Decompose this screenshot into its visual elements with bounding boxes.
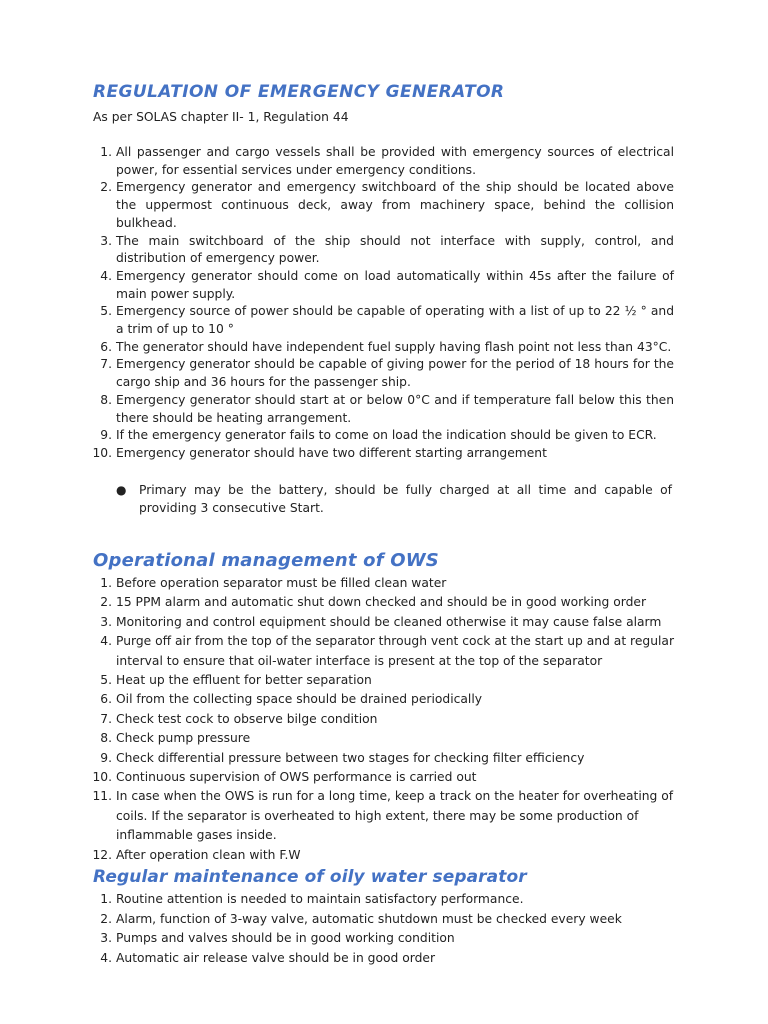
list-item-text: Purge off air from the top of the separator through vent cock at the start up and at regular interval to ensure that oil-water interface is present at the top of the separator — [116, 634, 675, 668]
list-item-text: The main switchboard of the ship should not interface with supply, control, and distribution of emergency power. — [116, 233, 674, 266]
list-item-text: Alarm, function of 3-way valve, automatic shutdown must be checked every week — [116, 911, 622, 926]
list-item — [100, 233, 674, 268]
section-title-emergency-generator: REGULATION OF EMERGENCY GENERATOR — [93, 82, 505, 102]
list-item — [92, 445, 674, 463]
list-item-text: Oil from the collecting space should be drained periodically — [116, 692, 483, 707]
list-item-text: Emergency generator should have two different starting arrangement — [116, 445, 547, 460]
list-item — [100, 268, 674, 303]
list-item — [100, 949, 676, 969]
list-item-number: 3. — [100, 233, 112, 248]
list-item — [100, 890, 676, 910]
list-item-number: 1. — [100, 576, 112, 590]
list-item-number: 10. — [92, 770, 112, 785]
list-item-number: 2. — [100, 911, 112, 926]
list-item — [100, 690, 676, 709]
list-item — [100, 729, 676, 748]
list-item — [100, 392, 674, 427]
list-item-number: 9. — [100, 750, 112, 765]
list-item-text: Heat up the effluent for better separation — [116, 673, 372, 688]
list-item — [100, 593, 676, 612]
list-item-number: 4. — [100, 268, 112, 283]
list-item-text: Continuous supervision of OWS performance is carried out — [116, 770, 477, 785]
list-item-text: Routine attention is needed to maintain satisfactory performance. — [116, 892, 524, 906]
list-item — [100, 671, 676, 690]
list-item-number: 4. — [100, 950, 112, 965]
list-item — [100, 179, 674, 232]
list-item-number: 2. — [100, 180, 112, 195]
list-item-text: Emergency generator should come on load automatically within 45s after the failure of main power supply. — [116, 268, 674, 301]
list-item-number: 8. — [100, 392, 112, 407]
list-item-number: 6. — [100, 692, 112, 707]
list-item-number: 5. — [100, 673, 112, 688]
ows-maintenance-list — [100, 890, 676, 968]
list-item-text: Emergency generator and emergency switchboard of the ship should be located above the uppermost continuous deck, away from machinery space, behind the collision bulkhead. — [116, 180, 674, 230]
list-item — [100, 710, 676, 729]
list-item-number: 7. — [100, 357, 112, 372]
list-item-text: Before operation separator must be filled clean water — [116, 576, 447, 590]
list-item-text: After operation clean with F.W — [116, 847, 301, 862]
list-item-text: Check pump pressure — [116, 731, 251, 746]
list-item-text: Check test cock to observe bilge condition — [116, 711, 378, 726]
section-subtitle: As per SOLAS chapter II- 1, Regulation 44 — [93, 110, 349, 124]
list-item-text: If the emergency generator fails to come on load the indication should be given to ECR. — [116, 428, 657, 443]
list-item-text: In case when the OWS is run for a long time, keep a track on the heater for overheating of coils. If the separator is overheated to high extent, there may be some production of inflammable gases inside. — [116, 789, 674, 843]
bullet-text: Primary may be the battery, should be fully charged at all time and capable of providing 3 consecutive Start. — [139, 483, 672, 515]
list-item-text: Emergency generator should be capable of giving power for the period of 18 hours for the cargo ship and 36 hours for the passenger ship. — [116, 357, 674, 390]
list-item-text: 15 PPM alarm and automatic shut down checked and should be in good working order — [116, 595, 647, 610]
list-item — [100, 910, 676, 930]
list-item-number: 10. — [92, 445, 112, 460]
list-item — [100, 339, 674, 357]
section-title-ows-maintenance: Regular maintenance of oily water separator — [93, 867, 527, 887]
list-item — [100, 574, 676, 593]
list-item — [100, 749, 676, 768]
list-item-number: 6. — [100, 339, 112, 354]
list-item — [100, 613, 676, 632]
list-item-number: 7. — [100, 711, 112, 726]
list-item — [100, 632, 676, 671]
list-item — [100, 427, 674, 445]
list-item-number: 12. — [92, 847, 112, 862]
section-title-ows-operation: Operational management of OWS — [93, 550, 439, 571]
list-item — [100, 144, 674, 179]
list-item-number: 1. — [100, 145, 112, 159]
list-item-text: Emergency source of power should be capable of operating with a list of up to 22 ½ ° and a trim of up to 10 ° — [116, 304, 674, 337]
list-item-text: Check differential pressure between two stages for checking filter efficiency — [116, 750, 585, 765]
list-item — [92, 768, 676, 787]
list-item — [100, 356, 674, 391]
list-item — [100, 303, 674, 338]
list-item-number: 9. — [100, 428, 112, 443]
list-item — [92, 846, 676, 865]
list-item-text: Automatic air release valve should be in good order — [116, 950, 436, 965]
list-item-text: Monitoring and control equipment should be cleaned otherwise it may cause false alarm — [116, 614, 662, 629]
list-item-number: 5. — [100, 304, 112, 319]
emergency-generator-list — [92, 144, 674, 463]
bullet-icon: ● — [116, 483, 127, 497]
ows-operation-list — [92, 574, 676, 865]
list-item — [92, 787, 676, 845]
list-item — [100, 929, 676, 949]
list-item-text: Pumps and valves should be in good working condition — [116, 931, 455, 945]
list-item-number: 2. — [100, 595, 112, 610]
list-item-text: Emergency generator should start at or below 0°C and if temperature fall below this then there should be heating arrangement. — [116, 392, 674, 425]
list-item-number: 11. — [92, 789, 112, 804]
list-item-number: 4. — [100, 634, 112, 649]
list-item-text: The generator should have independent fuel supply having flash point not less than 43°C. — [116, 339, 672, 354]
list-item-number: 3. — [100, 614, 112, 629]
list-item-number: 3. — [100, 931, 112, 945]
bullet-item — [116, 481, 672, 517]
list-item-text: All passenger and cargo vessels shall be provided with emergency sources of electrical power, for essential services under emergency conditions. — [116, 145, 674, 177]
list-item-number: 8. — [100, 731, 112, 746]
list-item-number: 1. — [100, 892, 112, 906]
